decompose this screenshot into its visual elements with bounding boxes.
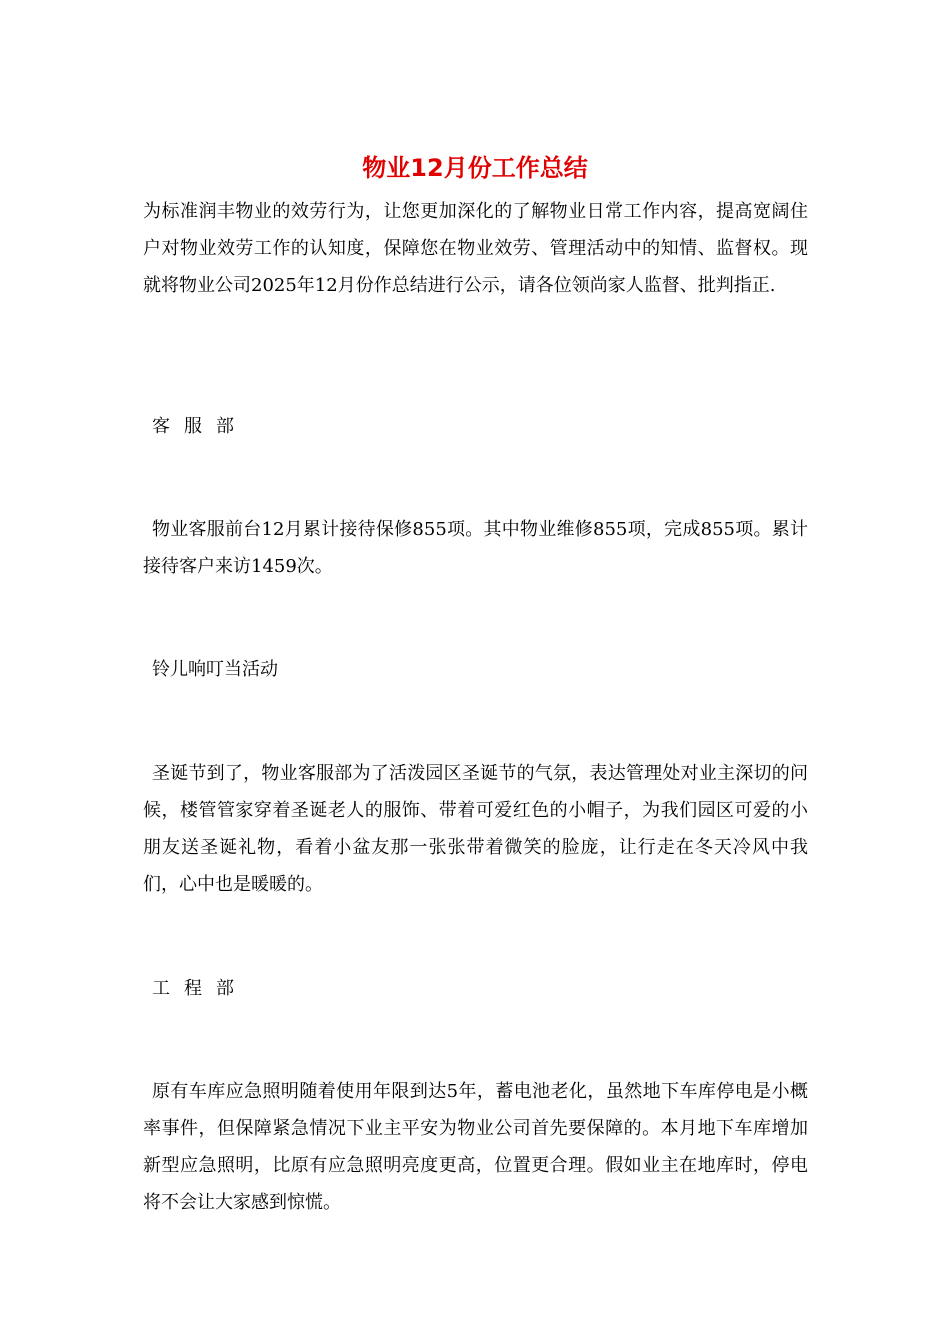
document-title: 物业12月份工作总结 [362,154,588,182]
section-body-activity: 圣诞节到了，物业客服部为了活泼园区圣诞节的气氛，表达管理处对业主深切的问候，楼管管家穿着圣诞老人的服饰、带着可爱红色的小帽子，为我们园区可爱的小朋友送圣诞礼物，看着小盆友那一张张带着微笑的脸庞，让行走在冬天冷风中我们，心中也是暖暖的。 [143,763,808,895]
section-body-customer-service: 物业客服前台12月累计接待保修855项。其中物业维修855项，完成855项。累计接待客户来访1459次。 [143,519,808,577]
section-body-engineering: 原有车库应急照明随着使用年限到达5年，蓄电池老化，虽然地下车库停电是小概率事件，但保障紧急情况下业主平安为物业公司首先要保障的。本月地下车库增加新型应急照明，比原有应急照明亮度更高，位置更合理。假如业主在地库时，停电将不会让大家感到惊慌。 [143,1081,808,1213]
section-heading-engineering: 工程部 [152,978,248,999]
section-heading-activity: 铃儿响叮当活动 [152,659,278,680]
section-heading-customer-service: 客服部 [152,416,248,437]
intro-paragraph: 为标准润丰物业的效劳行为，让您更加深化的了解物业日常工作内容，提高宽阔住户对物业效劳工作的认知度，保障您在物业效劳、管理活动中的知情、监督权。现就将物业公司2025年12月份作总结进行公示，请各位领尚家人监督、批判指正. [143,201,808,296]
